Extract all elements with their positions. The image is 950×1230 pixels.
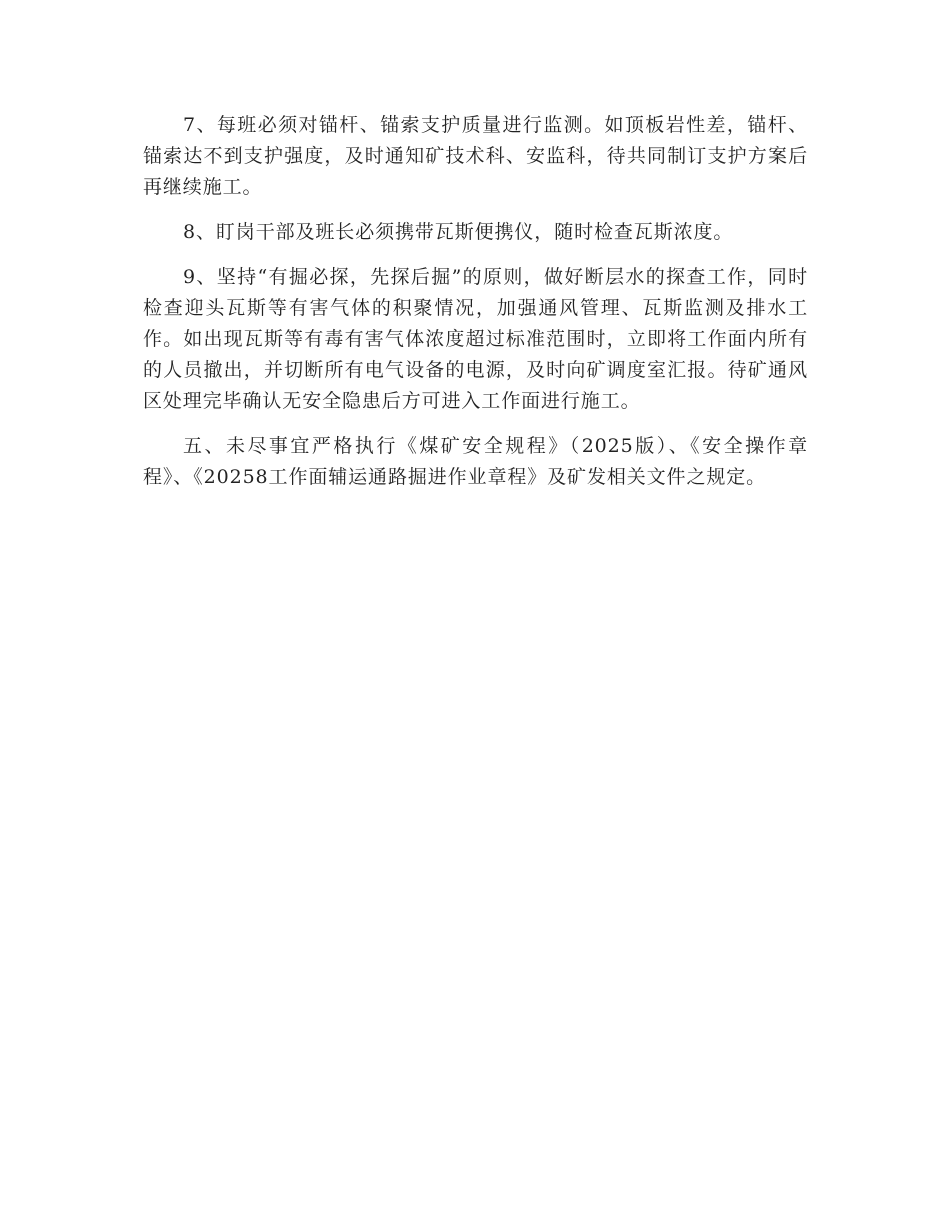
paragraph-item-8: 8、盯岗干部及班长必须携带瓦斯便携仪，随时检查瓦斯浓度。 — [183, 221, 734, 243]
document-body — [143, 110, 808, 507]
paragraph-item-7: 7、每班必须对锚杆、锚索支护质量进行监测。如顶板岩性差，锚杆、锚索达不到支护强度，及时通知矿技术科、安监科，待共同制订支护方案后再继续施工。 — [143, 114, 808, 198]
paragraph-section-5: 五、未尽事宜严格执行《煤矿安全规程》（2025版）、《安全操作章程》、《20258工作面辅运通路掘进作业章程》及矿发相关文件之规定。 — [143, 435, 808, 488]
paragraph-item-9: 9、坚持“有掘必探，先探后掘”的原则，做好断层水的探查工作，同时检查迎头瓦斯等有害气体的积聚情况，加强通风管理、瓦斯监测及排水工作。如出现瓦斯等有毒有害气体浓度超过标准范围时，立即将工作面内所有的人员撤出，并切断所有电气设备的电源，及时向矿调度室汇报。待矿通风区处理完毕确认无安全隐患后方可进入工作面进行施工。 — [143, 266, 808, 412]
